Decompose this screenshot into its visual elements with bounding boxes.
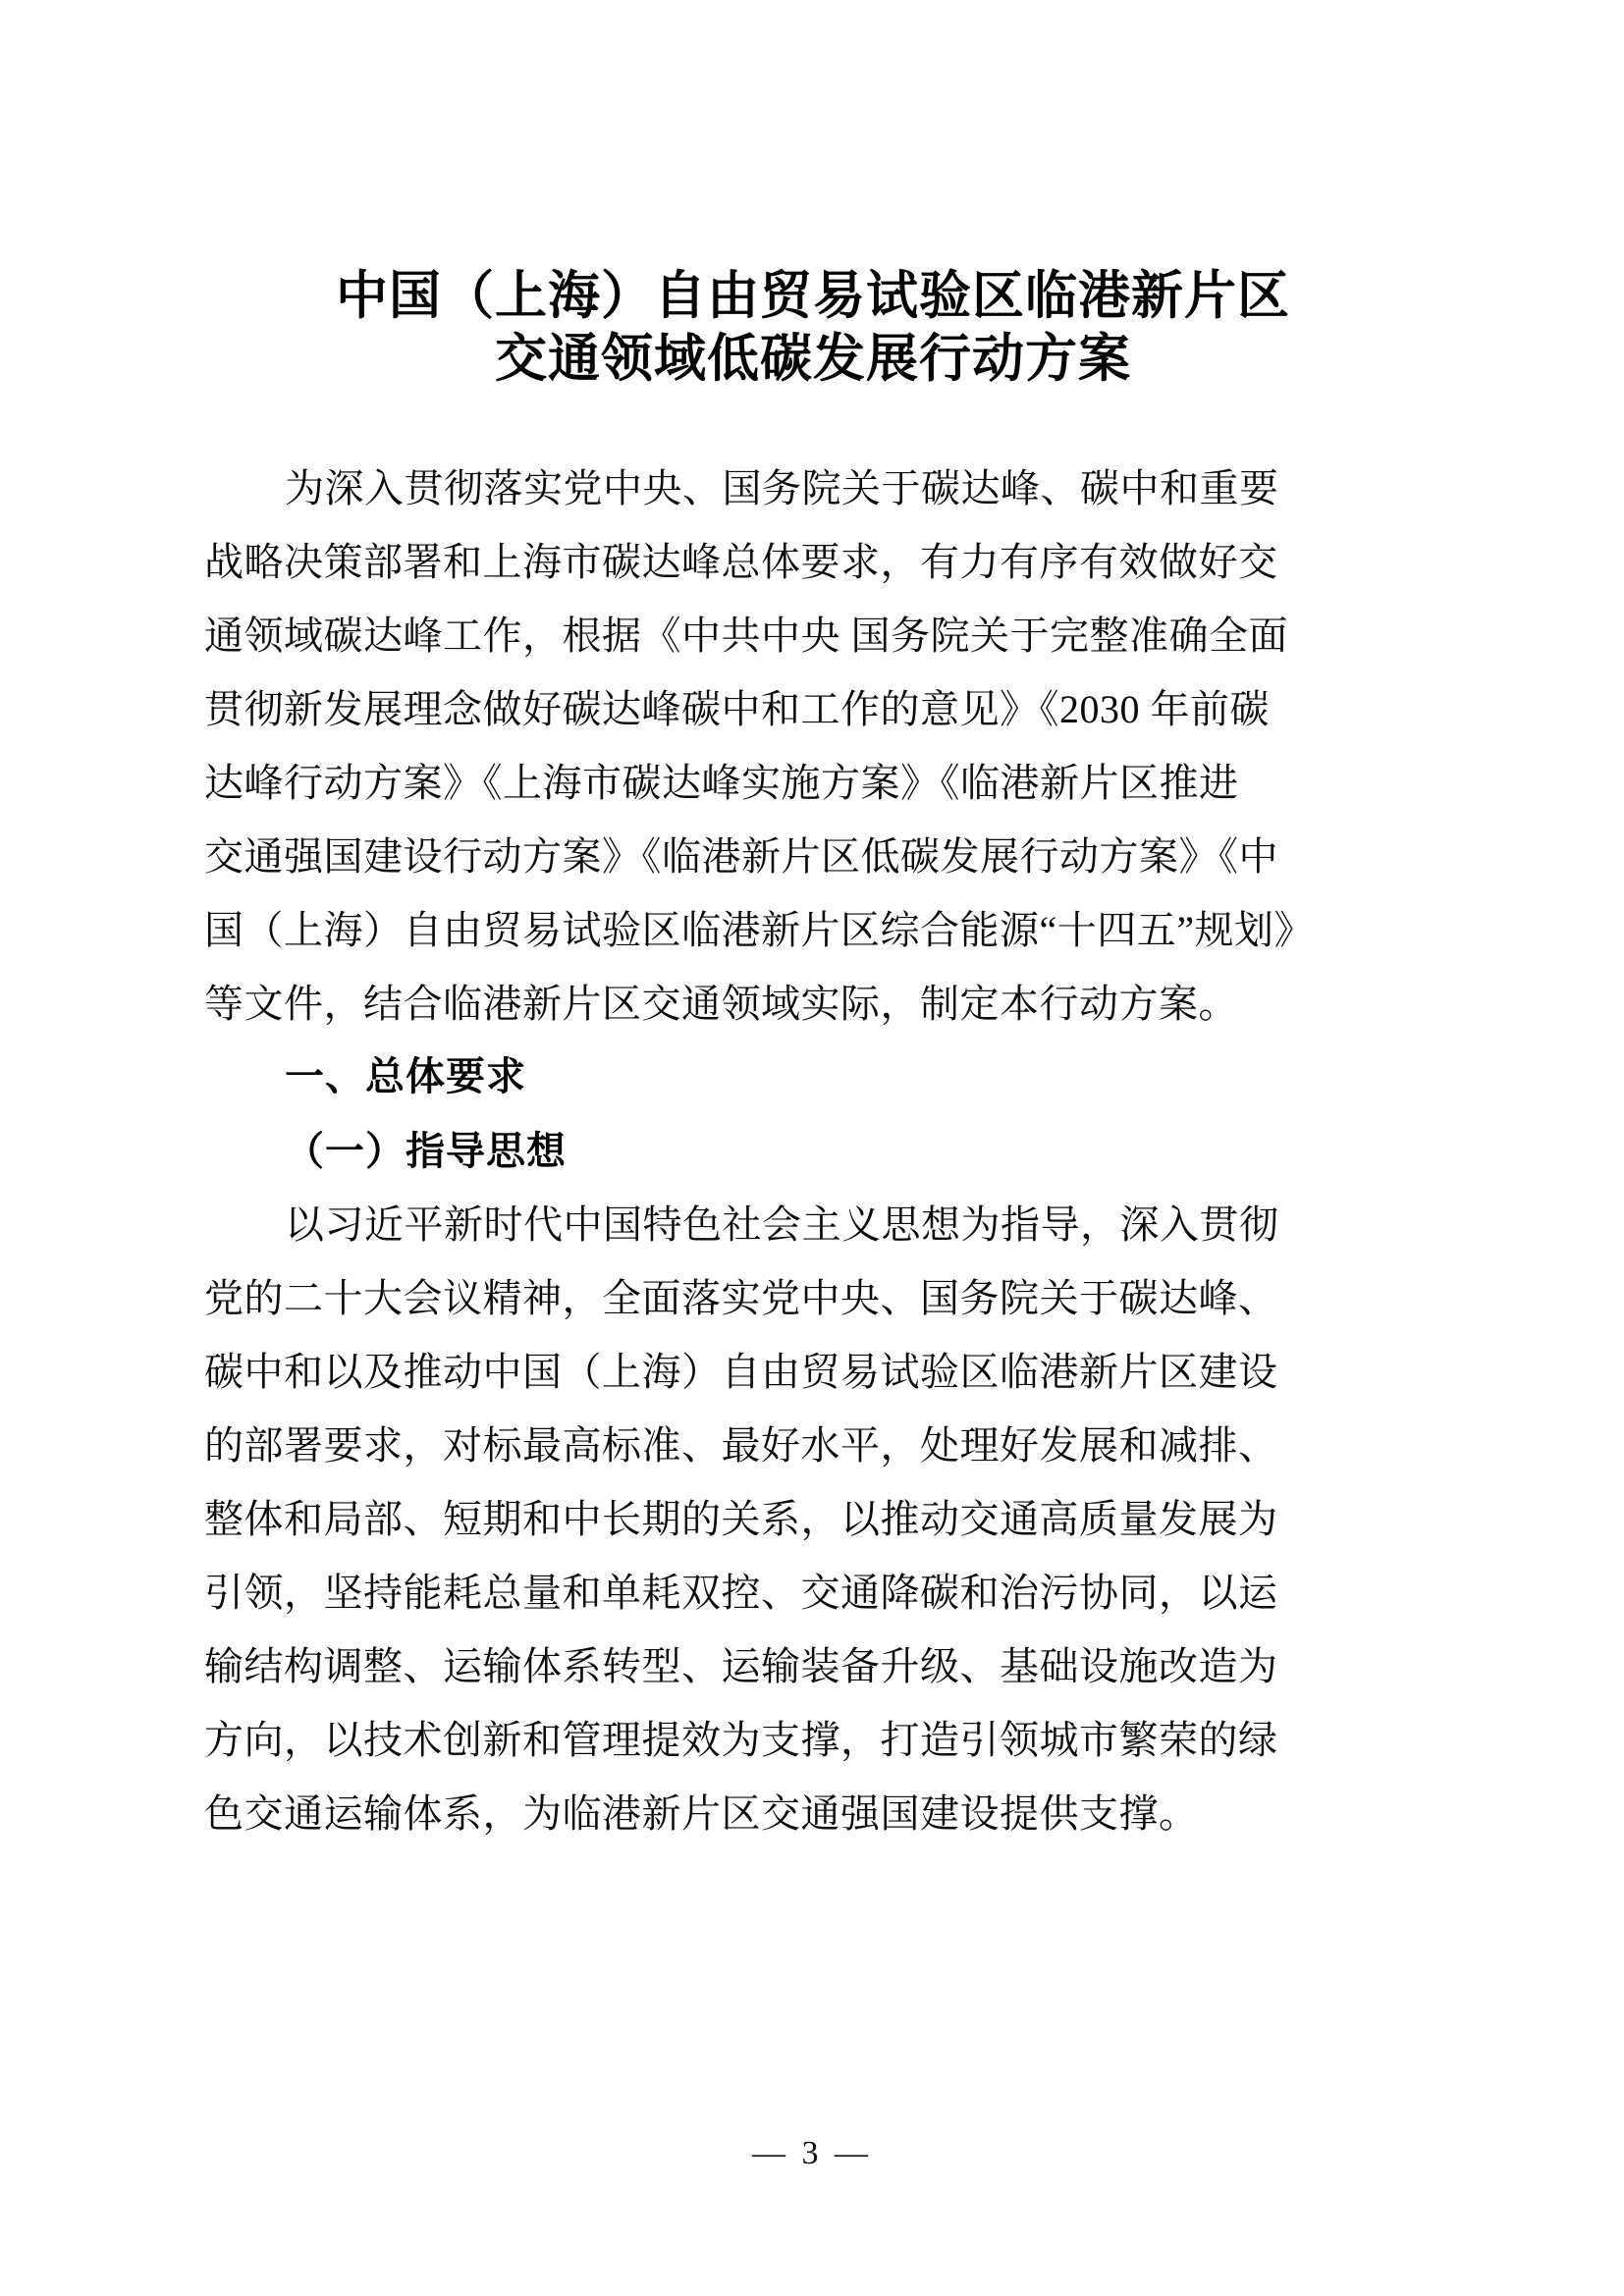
heading-guiding-ideology: （一）指导思想 (285, 1129, 567, 1173)
paragraph-guiding-ideology-line-3: 碳中和以及推动中国（上海）自由贸易试验区临港新片区建设 (204, 1350, 1278, 1394)
paragraph-preamble-line-7: 国（上海）自由贸易试验区临港新片区综合能源“十四五”规划》 (204, 908, 1315, 952)
document-body (204, 452, 1422, 1850)
paragraph-guiding-ideology-line-6: 引领，坚持能耗总量和单耗双控、交通降碳和治污协同，以运 (204, 1571, 1278, 1615)
paragraph-preamble-line-1: 为深入贯彻落实党中央、国务院关于碳达峰、碳中和重要 (285, 466, 1279, 510)
page-title-line-2: 交通领域低碳发展行动方案 (495, 331, 1131, 388)
paragraph-preamble-line-5: 达峰行动方案》《上海市碳达峰实施方案》《临港新片区推进 (204, 761, 1239, 805)
paragraph-preamble (204, 452, 1422, 1041)
paragraph-guiding-ideology-line-1: 以习近平新时代中国特色社会主义思想为指导，深入贯彻 (285, 1202, 1279, 1247)
paragraph-guiding-ideology-line-8: 方向，以技术创新和管理提效为支撑，打造引领城市繁荣的绿 (204, 1718, 1278, 1762)
page-content (204, 0, 1422, 1850)
paragraph-guiding-ideology-line-4: 的部署要求，对标最高标准、最好水平，处理好发展和减排、 (204, 1423, 1278, 1468)
page-title (204, 0, 1422, 391)
paragraph-guiding-ideology-line-9: 色交通运输体系，为临港新片区交通强国建设提供支撑。 (204, 1791, 1199, 1836)
paragraph-preamble-line-3: 通领域碳达峰工作，根据《中共中央 国务院关于完整准确全面 (204, 614, 1288, 658)
paragraph-guiding-ideology (204, 1188, 1422, 1850)
paragraph-guiding-ideology-line-5: 整体和局部、短期和中长期的关系，以推动交通高质量发展为 (204, 1497, 1278, 1541)
page-title-line-1: 中国（上海）自由贸易试验区临港新片区 (336, 268, 1290, 325)
paragraph-preamble-line-2: 战略决策部署和上海市碳达峰总体要求，有力有序有效做好交 (204, 540, 1278, 584)
page-number: — 3 — (752, 2135, 872, 2171)
paragraph-preamble-line-8: 等文件，结合临港新片区交通领域实际，制定本行动方案。 (204, 982, 1238, 1026)
paragraph-guiding-ideology-line-7: 输结构调整、运输体系转型、运输装备升级、基础设施改造为 (204, 1644, 1278, 1688)
paragraph-guiding-ideology-line-2: 党的二十大会议精神，全面落实党中央、国务院关于碳达峰、 (204, 1276, 1278, 1320)
paragraph-preamble-line-6: 交通强国建设行动方案》《临港新片区低碳发展行动方案》《中 (204, 834, 1278, 879)
paragraph-preamble-line-4: 贯彻新发展理念做好碳达峰碳中和工作的意见》《2030 年前碳 (204, 687, 1270, 731)
heading-overall-requirements: 一、总体要求 (285, 1054, 526, 1099)
